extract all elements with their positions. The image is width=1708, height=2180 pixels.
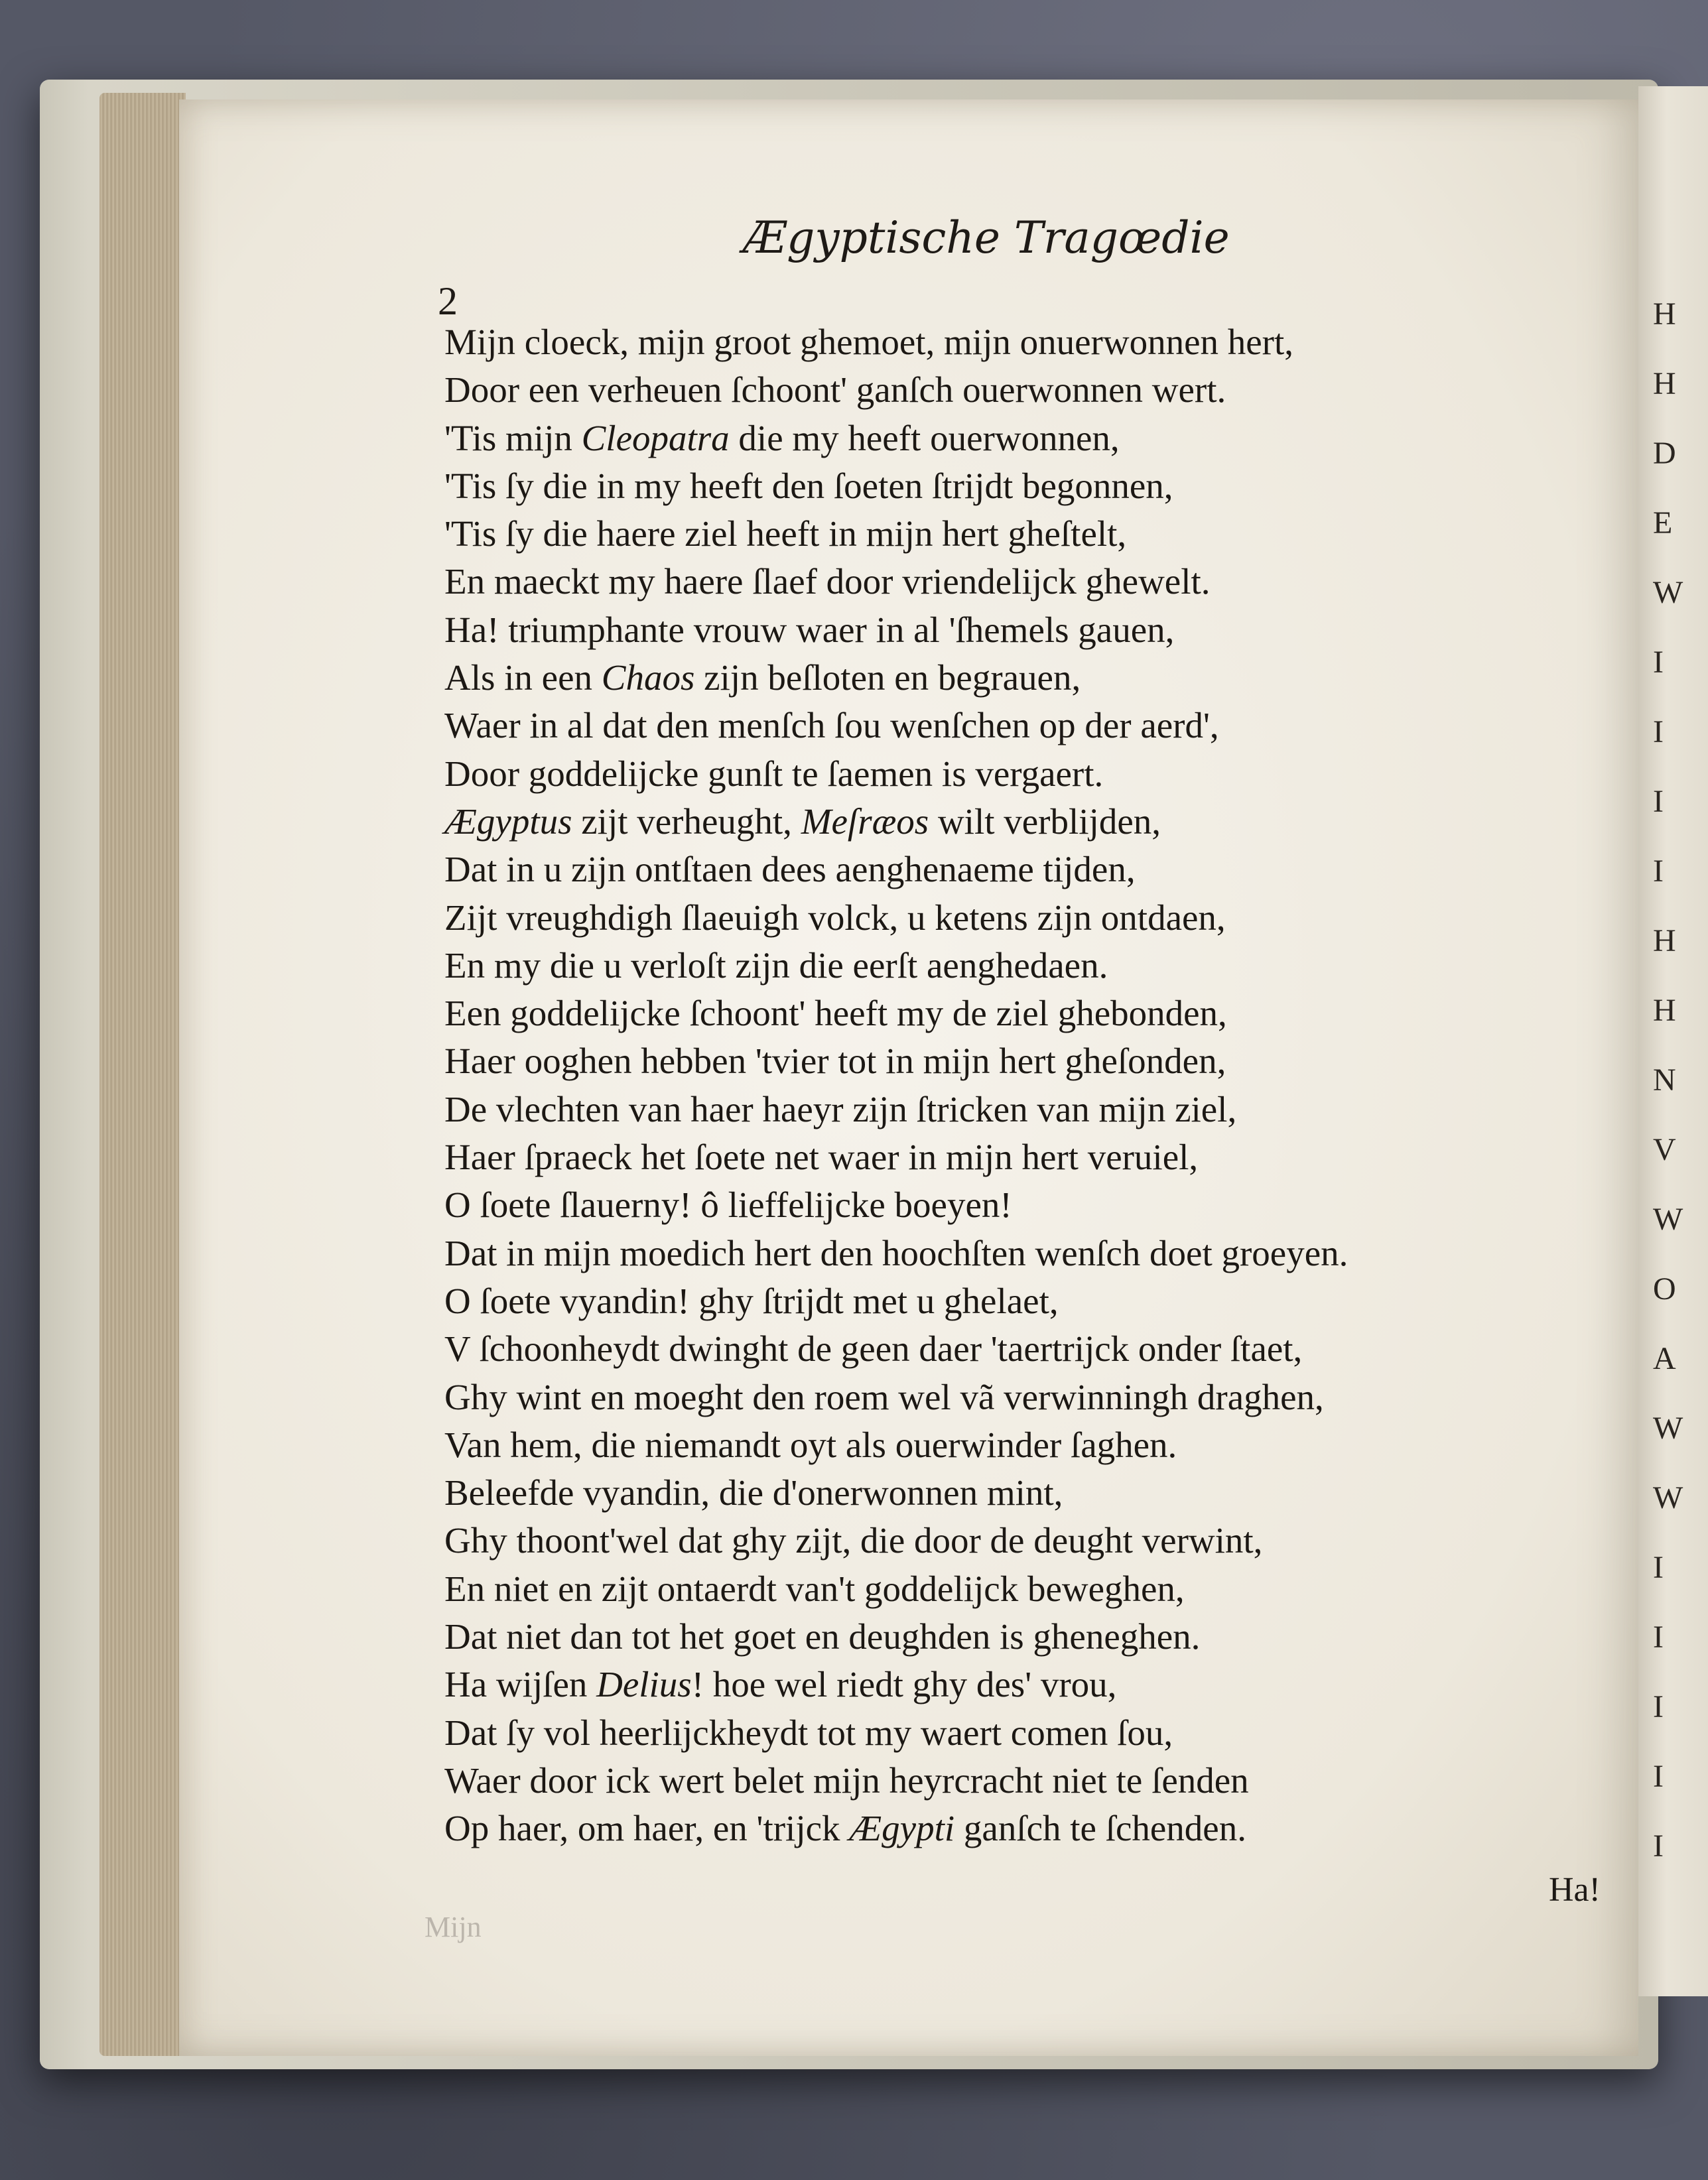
verse-segment: Door een verheuen ſchoont' ganſch ouerwonnen wert.: [444, 369, 1226, 411]
verse-segment: Een goddelijcke ſchoont' heeft my de ziel ghebonden,: [444, 993, 1227, 1034]
verse-line: [444, 798, 1519, 846]
facing-page-initial: I: [1653, 854, 1664, 889]
verse-line: [444, 942, 1519, 990]
verse-segment: Als in een: [444, 657, 602, 698]
verse-line: [444, 1469, 1519, 1517]
verse-segment: Ha wijſen: [444, 1664, 597, 1705]
verse-segment: die my heeft ouerwonnen,: [729, 417, 1120, 458]
italic-name: Ægypti: [849, 1808, 955, 1849]
verse-line: [444, 990, 1519, 1037]
facing-page-initial: H: [1653, 993, 1676, 1028]
italic-name: Delius: [596, 1664, 692, 1705]
verse-line: [444, 654, 1519, 702]
verse-segment: ! hoe wel riedt ghy des' vrou,: [691, 1664, 1117, 1705]
verse-line: [444, 1181, 1519, 1229]
verse-segment: En my die u verloſt zijn die eerſt aenghedaen.: [444, 944, 1108, 986]
page-edges: [99, 93, 186, 2056]
verse-line: [444, 846, 1519, 893]
verse-segment: ganſch te ſchenden.: [954, 1808, 1246, 1849]
verse-segment: De vlechten van haer haeyr zijn ſtricken van mijn ziel,: [444, 1088, 1237, 1129]
verse-segment: O ſoete vyandin! ghy ſtrijdt met u ghelaet,: [444, 1280, 1059, 1321]
verse-segment: O ſoete ſlauerny! ô lieffelijcke boeyen!: [444, 1185, 1012, 1226]
verse-line: [444, 750, 1519, 798]
verse-line: [444, 510, 1519, 558]
verse-segment: Dat niet dan tot het goet en deughden is gheneghen.: [444, 1616, 1201, 1657]
facing-page-initial: N: [1653, 1062, 1676, 1098]
verse-line: [444, 606, 1519, 654]
verse-segment: 'Tis ſy die haere ziel heeft in mijn hert gheſtelt,: [444, 513, 1127, 554]
facing-page-initial: W: [1653, 575, 1683, 610]
facing-page-initial: H: [1653, 296, 1676, 332]
verse-segment: Dat ſy vol heerlijckheydt tot my waert comen ſou,: [444, 1712, 1173, 1753]
verse-segment: 'Tis mijn: [444, 417, 582, 458]
verse-line: [444, 1374, 1519, 1421]
verse-segment: Zijt vreughdigh ſlaeuigh volck, u ketens zijn ontdaen,: [444, 897, 1226, 938]
facing-page-initial: I: [1653, 784, 1664, 819]
verse-line: [444, 462, 1519, 510]
verse-text: [444, 318, 1519, 1853]
verse-segment: En maeckt my haere ſlaef door vriendelijck ghewelt.: [444, 561, 1211, 602]
italic-name: Chaos: [601, 657, 695, 698]
verse-line: [444, 1661, 1519, 1708]
verse-segment: Waer in al dat den menſch ſou wenſchen op der aerd',: [444, 705, 1219, 746]
verse-line: [444, 1709, 1519, 1757]
verse-segment: Waer door ick wert belet mijn heyrcracht niet te ſenden: [444, 1760, 1249, 1801]
italic-name: Meſræos: [801, 801, 929, 842]
show-through-text: Mijn: [425, 1911, 482, 1943]
facing-page-initial: E: [1653, 505, 1673, 541]
facing-page-initial: I: [1653, 714, 1664, 749]
verse-segment: Mijn cloeck, mijn groot ghemoet, mijn onuerwonnen hert,: [444, 322, 1294, 362]
verse-segment: Haer ooghen hebben 'tvier tot in mijn hert gheſonden,: [444, 1041, 1226, 1082]
verse-line: [444, 415, 1519, 462]
facing-page-initial: D: [1653, 436, 1676, 471]
verse-segment: Ghy wint en moeght den roem wel vã verwinningh draghen,: [444, 1376, 1324, 1417]
facing-page-initial: I: [1653, 645, 1664, 680]
verse-line: [444, 894, 1519, 942]
verse-line: [444, 1805, 1519, 1852]
facing-page-initial: A: [1653, 1341, 1676, 1376]
verse-line: [444, 1230, 1519, 1277]
verse-segment: Door goddelijcke gunſt te ſaemen is vergaert.: [444, 753, 1104, 794]
italic-name: Cleopatra: [581, 417, 730, 458]
facing-page-initial: H: [1653, 366, 1676, 401]
verse-line: [444, 1037, 1519, 1085]
facing-page-initial: I: [1653, 1620, 1664, 1655]
verse-segment: Op haer, om haer, en 'trijck: [444, 1808, 850, 1849]
facing-page-initial: I: [1653, 1759, 1664, 1794]
verse-line: [444, 558, 1519, 606]
verse-line: [444, 1325, 1519, 1373]
verse-segment: Dat in mijn moedich hert den hoochſten wenſch doet groeyen.: [444, 1232, 1348, 1273]
verse-segment: Van hem, die niemandt oyt als ouerwinder ſaghen.: [444, 1424, 1177, 1465]
verse-segment: Ha! triumphante vrouw waer in al 'ſhemels gauen,: [444, 609, 1175, 650]
verse-line: [444, 1133, 1519, 1181]
facing-page-initial: I: [1653, 1828, 1664, 1864]
facing-page-initial: W: [1653, 1480, 1683, 1515]
facing-page: [1638, 86, 1708, 1996]
facing-page-initial: O: [1653, 1271, 1676, 1307]
verse-segment: Ghy thoont'wel dat ghy zijt, die door de deught verwint,: [444, 1520, 1263, 1561]
verse-line: [444, 1277, 1519, 1325]
verse-line: [444, 1565, 1519, 1613]
verse-line: [444, 1613, 1519, 1661]
verse-segment: Beleefde vyandin, die d'onerwonnen mint,: [444, 1472, 1063, 1513]
facing-page-initial: I: [1653, 1689, 1664, 1724]
verse-line: [444, 318, 1519, 366]
verse-segment: zijn beſloten en begrauen,: [694, 657, 1081, 698]
verse-segment: Dat in u zijn ontſtaen dees aenghenaeme tijden,: [444, 849, 1136, 890]
verse-line: [444, 1517, 1519, 1565]
catchword: Ha!: [1549, 1871, 1601, 1909]
facing-page-initial: W: [1653, 1411, 1683, 1446]
page-number: 2: [438, 279, 458, 323]
verse-segment: En niet en zijt ontaerdt van't goddelijck beweghen,: [444, 1568, 1185, 1609]
running-head: Ægyptische Tragœdie: [743, 212, 1230, 263]
verse-segment: 'Tis ſy die in my heeft den ſoeten ſtrijdt begonnen,: [444, 465, 1173, 506]
verse-line: [444, 1086, 1519, 1133]
italic-name: Ægyptus: [444, 801, 572, 842]
verse-line: [444, 702, 1519, 749]
facing-page-initial: H: [1653, 923, 1676, 958]
facing-page-initial: I: [1653, 1550, 1664, 1585]
verse-segment: V ſchoonheydt dwinght de geen daer 'taertrijck onder ſtaet,: [444, 1328, 1303, 1370]
facing-page-initial: V: [1653, 1132, 1676, 1167]
verse-line: [444, 1757, 1519, 1805]
verse-line: [444, 1421, 1519, 1469]
verse-segment: zijt verheught,: [572, 801, 801, 842]
facing-page-initial: W: [1653, 1202, 1683, 1237]
verse-segment: Haer ſpraeck het ſoete net waer in mijn hert veruiel,: [444, 1137, 1199, 1178]
verse-line: [444, 366, 1519, 414]
verse-segment: wilt verblijden,: [929, 801, 1161, 842]
